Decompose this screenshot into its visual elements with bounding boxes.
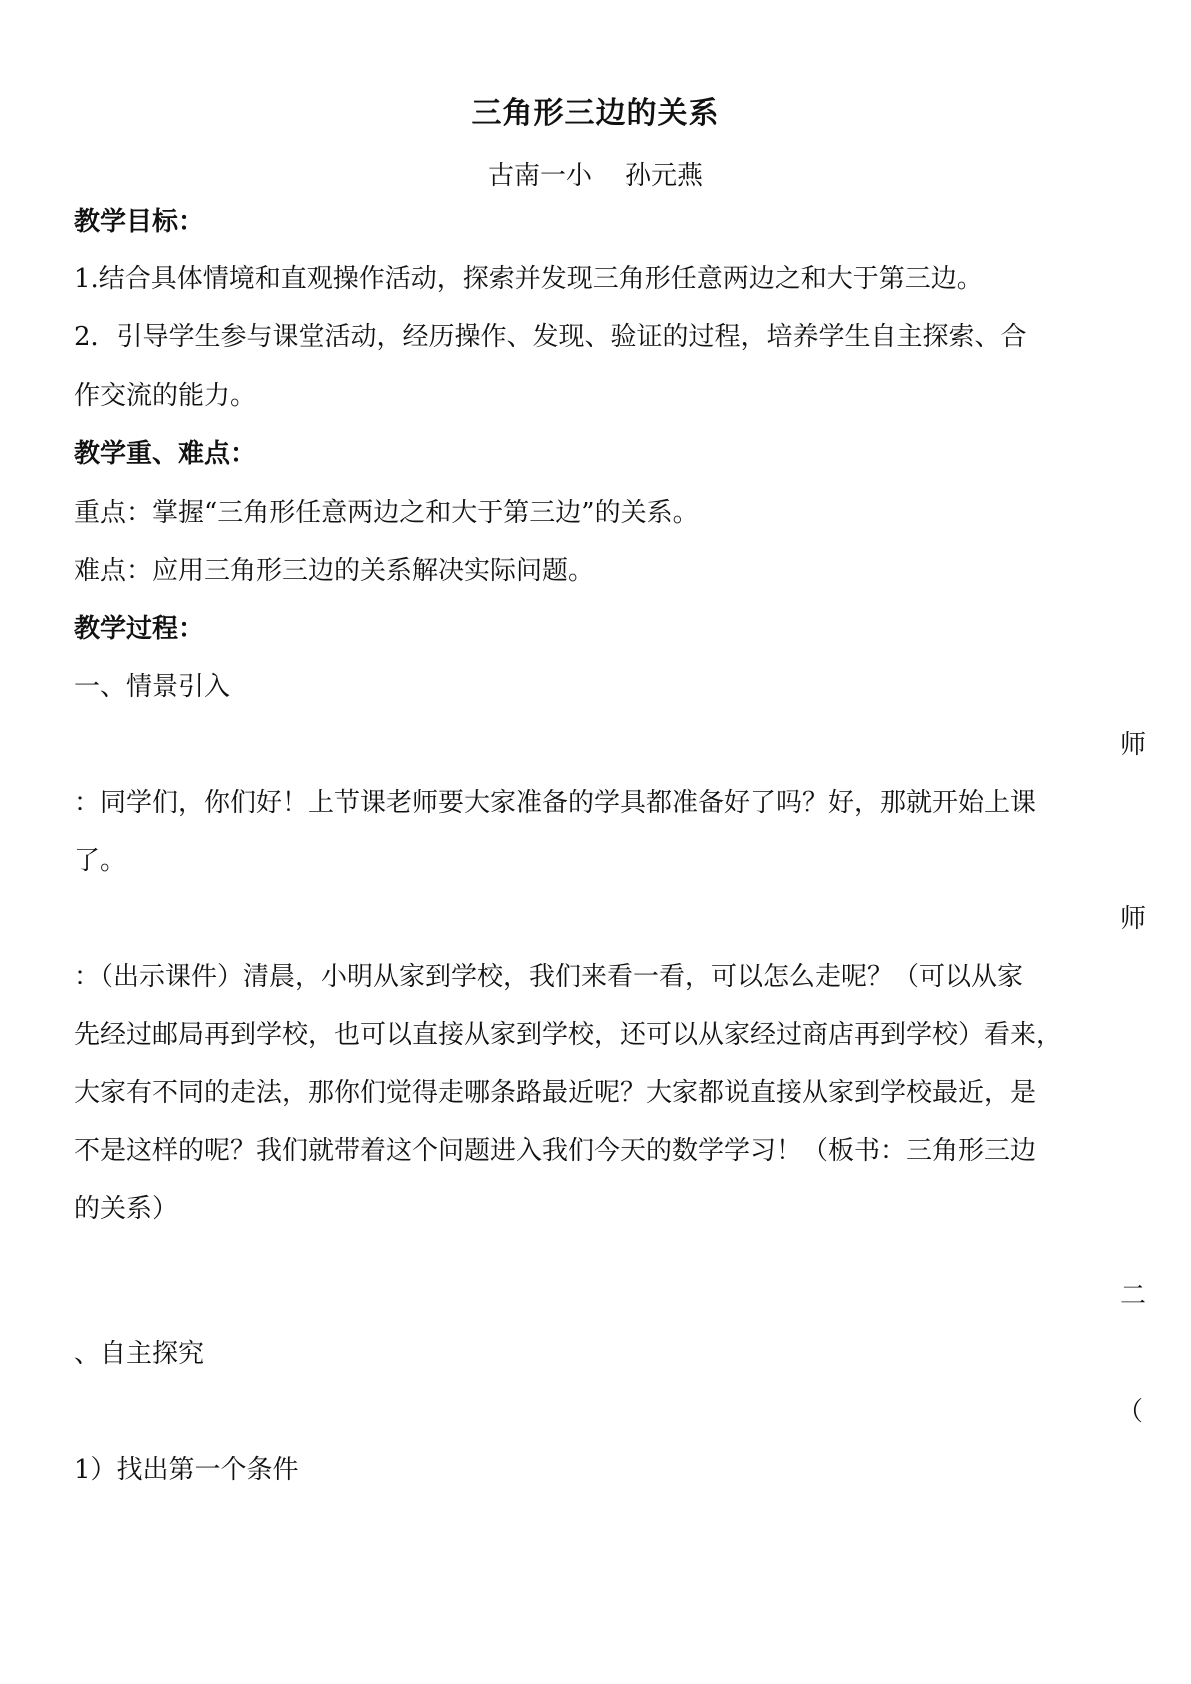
goal-1: 1.结合具体情境和直观操作活动，探索并发现三角形任意两边之和大于第三边。 [74, 264, 983, 294]
paragraph-2-line-5: 的关系） [74, 1194, 179, 1224]
document-title: 三角形三边的关系 [471, 96, 720, 131]
subsection-paren: （ [1116, 1397, 1143, 1427]
key-points-heading: 教学重、难点： [74, 439, 257, 469]
paragraph-1-line-1: ：同学们，你们好！上节课老师要大家准备的学具都准备好了吗？好，那就开始上课 [74, 788, 1037, 818]
section-2-heading: 、自主探究 [74, 1339, 205, 1369]
teacher-label: 师 [1119, 730, 1146, 760]
paragraph-2-line-3: 大家有不同的走法，那你们觉得走哪条路最近呢？大家都说直接从家到学校最近，是 [74, 1078, 1037, 1108]
author-line: 古南一小 孙元燕 [487, 161, 704, 191]
section-2-number: 二 [1119, 1281, 1146, 1311]
paragraph-2-line-4: 不是这样的呢？我们就带着这个问题进入我们今天的数学学习！（板书：三角形三边 [74, 1136, 1037, 1166]
difficult-point: 难点：应用三角形三边的关系解决实际问题。 [74, 556, 595, 586]
teacher-label: 师 [1119, 904, 1146, 934]
goal-2-line-2: 作交流的能力。 [74, 381, 257, 411]
goal-2-line-1: 2．引导学生参与课堂活动，经历操作、发现、验证的过程，培养学生自主探索、合 [74, 322, 1027, 352]
paragraph-2-line-2: 先经过邮局再到学校，也可以直接从家到学校，还可以从家经过商店再到学校）看来， [74, 1020, 1063, 1050]
process-heading: 教学过程： [74, 614, 205, 644]
goals-heading: 教学目标： [74, 207, 205, 237]
section-1-heading: 一、情景引入 [74, 672, 231, 702]
key-point: 重点：掌握“三角形任意两边之和大于第三边”的关系。 [74, 498, 699, 528]
paragraph-1-line-2: 了。 [74, 846, 127, 876]
paragraph-2-line-1: ：（出示课件）清晨，小明从家到学校，我们来看一看，可以怎么走呢？（可以从家 [74, 962, 1024, 992]
subsection-1-heading: 1）找出第一个条件 [74, 1455, 299, 1485]
